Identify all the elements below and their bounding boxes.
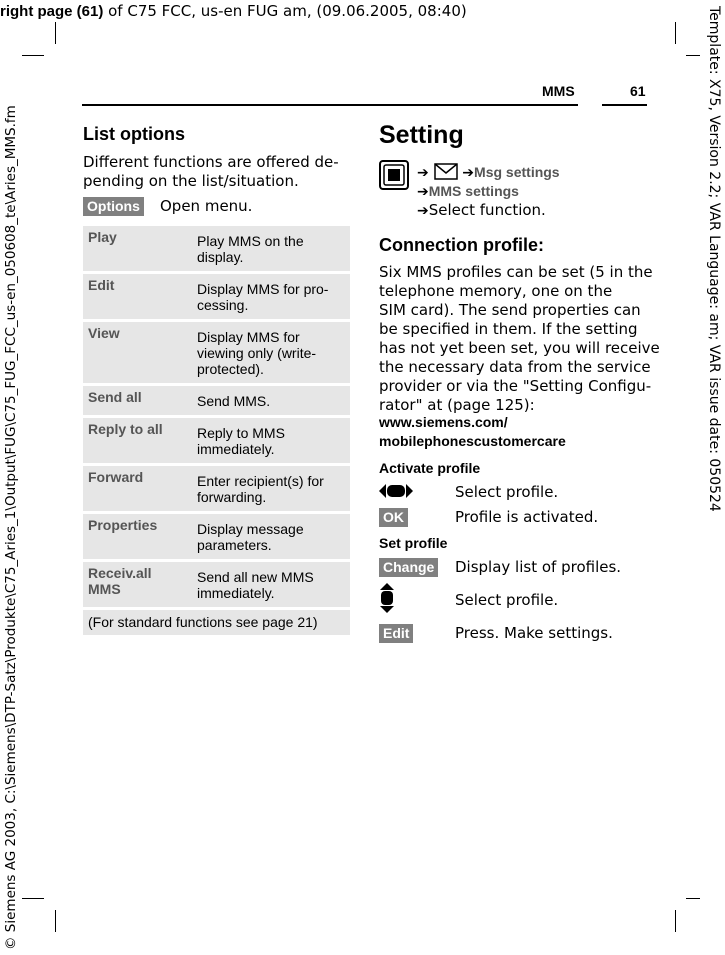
setting-title: Setting: [379, 121, 464, 149]
copyright-path: [0, 105, 20, 950]
options-key-text: Open menu.: [160, 197, 253, 215]
connection-profile-text: [379, 263, 660, 415]
activate-select-text: Select profile.: [455, 483, 559, 501]
option-name: Receiv.all MMS: [83, 562, 192, 607]
option-description: Enter recipient(s) for forwarding.: [192, 466, 350, 511]
support-url-line: mobilephonescustomercare: [379, 433, 566, 449]
options-table: [83, 223, 350, 638]
change-key-row: [379, 557, 438, 577]
option-row: [83, 418, 350, 463]
crop-mark: [55, 910, 56, 932]
change-text: Display list of profiles.: [455, 558, 622, 576]
connection-profile-line: the necessary data from the service: [379, 358, 651, 376]
option-name: View: [83, 322, 192, 383]
connection-profile-title: Connection profile:: [379, 235, 544, 255]
option-name: Edit: [83, 274, 192, 319]
options-footer-row: [83, 610, 350, 635]
arrow-icon: ➔: [417, 203, 429, 219]
crop-mark: [675, 910, 676, 932]
edit-text: Press. Make settings.: [455, 624, 613, 642]
option-description: Reply to MMS immediately.: [192, 418, 350, 463]
option-row: [83, 386, 350, 415]
connection-profile-line: has not yet been set, you will receive: [379, 339, 660, 357]
set-profile-title: Set profile: [379, 535, 448, 551]
connection-profile-line: telephone memory, one on the: [379, 282, 613, 300]
option-description: Play MMS on the display.: [192, 226, 350, 271]
path-select-function: Select function.: [428, 201, 546, 219]
crop-mark: [55, 22, 56, 44]
nav-up-down-icon: [380, 583, 394, 617]
ok-text: Profile is activated.: [455, 508, 599, 526]
option-description: Display MMS for pro-cessing.: [192, 274, 350, 319]
crop-mark: [686, 898, 700, 899]
list-options-intro: [83, 153, 339, 191]
crop-mark: [22, 55, 44, 56]
option-row: [83, 274, 350, 319]
option-description: Display message parameters.: [192, 514, 350, 559]
option-description: Send all new MMS immediately.: [192, 562, 350, 607]
arrow-icon: ➔: [417, 165, 429, 181]
option-name: Reply to all: [83, 418, 192, 463]
template-info-text: Template: X75, Version 2.2; VAR Language: am; VAR issue date: 050524: [706, 6, 722, 512]
head-rule: [82, 104, 647, 106]
head-rule-gap: [578, 104, 602, 106]
options-softkey: Options: [83, 197, 144, 216]
options-footer: (For standard functions see page 21): [83, 610, 350, 635]
running-head-page: 61: [630, 83, 646, 99]
options-key-row: [83, 196, 144, 216]
change-softkey: Change: [379, 558, 438, 577]
connection-profile-line: provider or via the "Setting Configu-: [379, 377, 652, 395]
option-name: Properties: [83, 514, 192, 559]
option-row: [83, 466, 350, 511]
nav-left-right-icon: [379, 483, 413, 503]
crop-mark: [22, 898, 44, 899]
arrow-icon: ➔: [462, 165, 475, 181]
option-row: [83, 322, 350, 383]
option-name: Play: [83, 226, 192, 271]
support-url-line: www.siemens.com/: [379, 414, 508, 430]
connection-profile-line: Six MMS profiles can be set (5 in the: [379, 263, 653, 281]
connection-profile-line: be specified in them. If the setting: [379, 320, 638, 338]
print-header-bold: right page (61): [0, 3, 104, 20]
ok-softkey: OK: [379, 508, 408, 527]
path-line-3: [417, 201, 546, 221]
intro-line: pending on the list/situation.: [83, 172, 299, 190]
select-profile-text: Select profile.: [455, 591, 559, 609]
path-mms-settings: MMS settings: [428, 183, 519, 199]
template-info: [701, 6, 725, 946]
option-row: [83, 514, 350, 559]
option-description: Send MMS.: [192, 386, 350, 415]
connection-profile-line: SIM card). The send properties can: [379, 301, 641, 319]
path-msg-settings: Msg settings: [474, 164, 560, 180]
menu-key-icon: [379, 160, 409, 190]
crop-mark: [675, 22, 676, 44]
option-row: [83, 562, 350, 607]
print-header-rest: of C75 FCC, us-en FUG am, (09.06.2005, 08:40): [103, 2, 467, 20]
crop-mark: [686, 55, 700, 56]
option-row: [83, 226, 350, 271]
list-options-title: List options: [83, 124, 185, 144]
ok-key-row: [379, 507, 408, 527]
copyright-path-text: © Siemens AG 2003, C:\Siemens\DTP-Satz\Produkte\C75_Aries_1\Output\FUG\C75_FUG_FCC_us-en_050608_te\Aries_MMS.fm: [3, 105, 19, 950]
support-url: [379, 413, 566, 451]
path-line-2: [417, 182, 519, 202]
intro-line: Different functions are offered de-: [83, 153, 339, 171]
running-head-section: MMS: [542, 83, 575, 99]
option-name: Send all: [83, 386, 192, 415]
connection-profile-line: rator" at (page 125):: [379, 396, 535, 414]
option-name: Forward: [83, 466, 192, 511]
arrow-icon: ➔: [417, 184, 429, 200]
activate-profile-title: Activate profile: [379, 460, 481, 476]
print-header: [0, 2, 467, 20]
edit-softkey: Edit: [379, 624, 413, 643]
edit-key-row: [379, 623, 413, 643]
option-description: Display MMS for viewing only (write-protected).: [192, 322, 350, 383]
